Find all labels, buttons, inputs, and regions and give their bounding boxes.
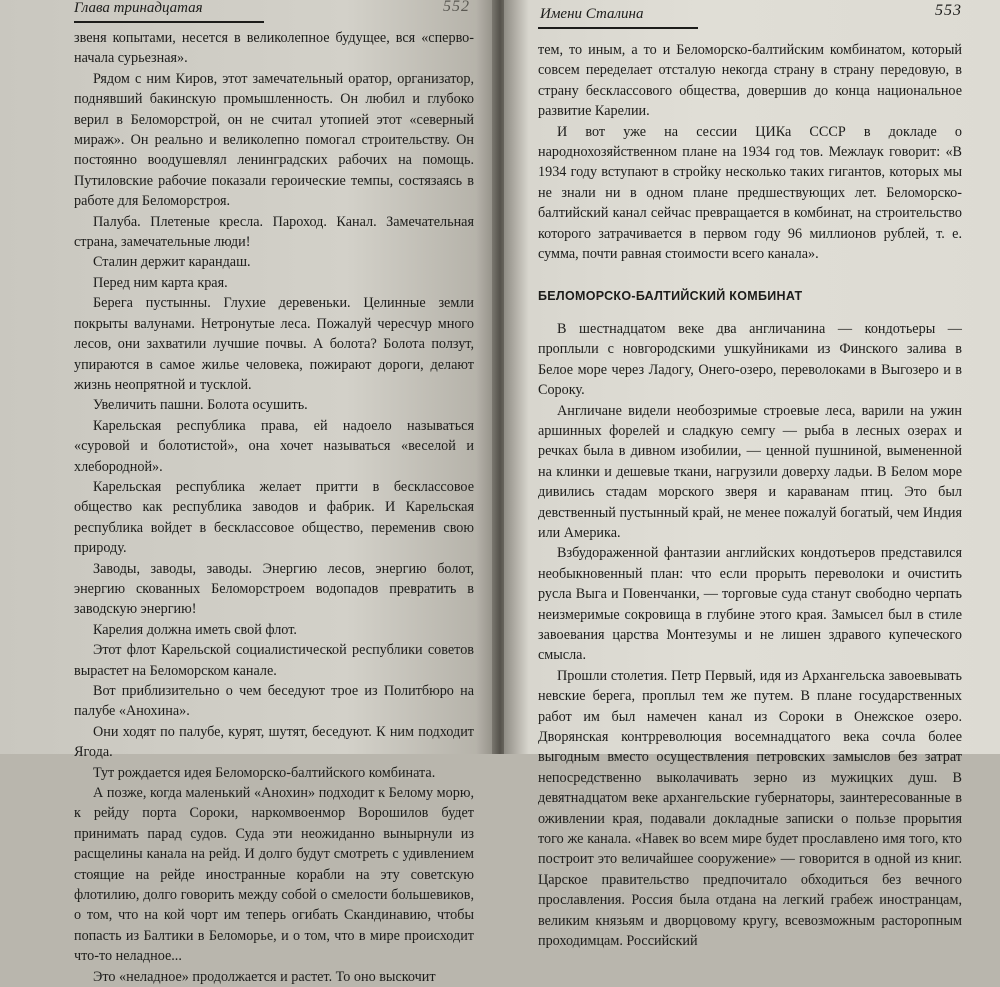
paragraph: Карельская республика желает притти в бесклассовое общество как республика заводов и фабрик. И Карельская республика войдет в бесклассовое общество, переменив свою природу.: [74, 478, 474, 557]
paragraph: Берега пустынны. Глухие деревеньки. Целинные земли покрыты валунами. Нетронутые леса. Пожалуй чересчур много лесов, они захватили лучшие почвы. А болота? Болота ползут, упираются в самое жилье человека, пожирают дороги, делают жизнь неопрятной и тусклой.: [74, 295, 474, 393]
paragraph: Палуба. Плетеные кресла. Пароход. Канал. Замечательная страна, замечательные люди!: [74, 213, 474, 251]
paragraph: Сталин держит карандаш.: [93, 254, 251, 271]
right-page-number: 553: [935, 2, 962, 19]
section-heading: БЕЛОМОРСКО-БАЛТИЙСКИЙ КОМБИНАТ: [538, 289, 803, 304]
paragraph: А позже, когда маленький «Анохин» подходит к Белому морю, к рейду порта Сороки, наркомвоенмор Ворошилов будет принимать парад судов. Суда эти неожиданно вынырнули из расщелины канала на рейд. И долго будут смотреть с удивлением стоящие на рейде иностранные корабли на эту советскую флотилию, долго говорить между собой о смелости большевиков, о том, что на кой чорт им теперь огибать Скандинавию, чтобы попасть из Балтики в Беломорье, и о том, что в мире происходит что-то неладное...: [74, 785, 474, 965]
left-page-number: 552: [443, 0, 470, 15]
paragraph: Взбудораженной фантазии английских кондотьеров представился необыкновенный план: что если прорыть переволоки и очистить русла Выга и Повенчанки, — торговые суда станут свободно черпать неизмеримые сокровища в глубине этого края. Замысел был в стиле завоевания царства Монтезумы и не лишен здравого купеческого смысла.: [538, 545, 962, 664]
paragraph: Это «неладное» продолжается и растет. То оно выскочит: [93, 968, 436, 985]
right-chapter-title: Имени Сталина: [540, 6, 644, 22]
paragraph: Тут рождается идея Беломорско-балтийского комбината.: [93, 764, 436, 781]
paragraph: Карельская республика права, ей надоело называться «суровой и болотистой», она хочет называться «веселой и хлебородной».: [74, 417, 474, 475]
paragraph: Этот флот Карельской социалистической республики советов вырастет на Беломорском канале.: [74, 642, 474, 679]
right-running-head: [538, 0, 962, 22]
left-running-head: [74, 0, 474, 22]
paragraph: звеня копытами, несется в великолепное будущее, вся «сперво-начала сурьезная».: [74, 30, 474, 67]
paragraph: Они ходят по палубе, курят, шутят, беседуют. К ним подходит Ягода.: [74, 723, 474, 761]
paragraph: Вот приблизительно о чем беседуют трое из Политбюро на палубе «Анохина».: [74, 683, 474, 720]
left-head-rule: [74, 21, 264, 23]
paragraph: Карелия должна иметь свой флот.: [93, 621, 297, 638]
left-chapter-title: Глава тринадцатая: [74, 0, 203, 16]
paragraph: Рядом с ним Киров, этот замечательный оратор, организатор, поднявший бакинскую промышленность. Он любил и глубоко верил в Беломорстрой, он не считал утопией этот «северный мираж». Он реально и великолепно помогал строительству. Он постоянно воодушевлял ленинградских рабочих на помощь. Путиловские рабочие показали героические темпы, состязаясь в работе для Беломорстроя.: [74, 70, 474, 210]
left-body-text: [74, 28, 474, 987]
paragraph: Прошли столетия. Петр Первый, идя из Архангельска завоевывать невские берега, проплыл тем же путем. В плане государственных работ им был намечен канал из Сороки в Онежское озеро. Дворянская контрреволюция восемнадцатого века сочла более выгодным вместо осуществления петровских замыслов без затрат непосредственно выколачивать зерно из мужицких душ. В девятнадцатом веке архангельские губернаторы, заинтересованные в оживлении края, подавали докладные записки о пользе прорытия того же канала. «Навек во всем мире будет прославлено имя того, кто построит это величайшее сооружение» — говорится в одной из книг. Царское правительство предпочитало обходиться без вечного прославления. Россия была отдана на легкий грабеж иностранцам, великим князьям и дворцовому кругу, всевозможным расторопным проходимцам. Российский: [538, 667, 962, 950]
paragraph: И вот уже на сессии ЦИКа СССР в докладе о народнохозяйственном плане на 1934 год тов. Межлаук говорит: «В 1934 году вступают в стройку несколько таких гигантов, которых мы не знали ни в одном плане предшествующих лет. Беломорско-балтийский канал сейчас превращается в комбинат, на строительство которого затрачивается в первом году 96 миллионов рублей, т. е. сумма, почти равная стоимости всего канала».: [538, 123, 962, 263]
left-page: [0, 0, 496, 985]
paragraph: Перед ним карта края.: [93, 274, 228, 291]
paragraph: тем, то иным, а то и Беломорско-балтийским комбинатом, который совсем переделает отсталую некогда страну в страну передовую, в страну бесклассового общества, довершив до конца национальное развитие Карелии.: [538, 42, 962, 120]
right-page: [504, 0, 1000, 950]
paragraph: Англичане видели необозримые строевые леса, варили на ужин аршинных форелей и сладкую семгу — рыба в лесных озерах и речках была в дивном изобилии, — ценной пушниной, вымененной на клинки и дешевые ткани, нагрузили доверху ладьи. В Белом море дивились стадам морского зверя и караванам птиц. Это был девственный пустынный край, не менее пожалуй богатый, чем Индия или Америка.: [538, 402, 962, 541]
right-head-rule: [538, 27, 698, 29]
paragraph: Увеличить пашни. Болота осушить.: [93, 397, 308, 414]
right-body-text: [538, 40, 962, 951]
paragraph: В шестнадцатом веке два англичанина — кондотьеры — проплыли с новгородскими ушкуйниками из Финского залива в Белое море через Ладогу, Онего-озеро, переволоками в Выгозеро и в Сороку.: [538, 320, 962, 399]
paragraph: Заводы, заводы, заводы. Энергию лесов, энергию болот, энергию скованных Беломорстроем водопадов превратить в заводскую энергию!: [74, 560, 474, 618]
